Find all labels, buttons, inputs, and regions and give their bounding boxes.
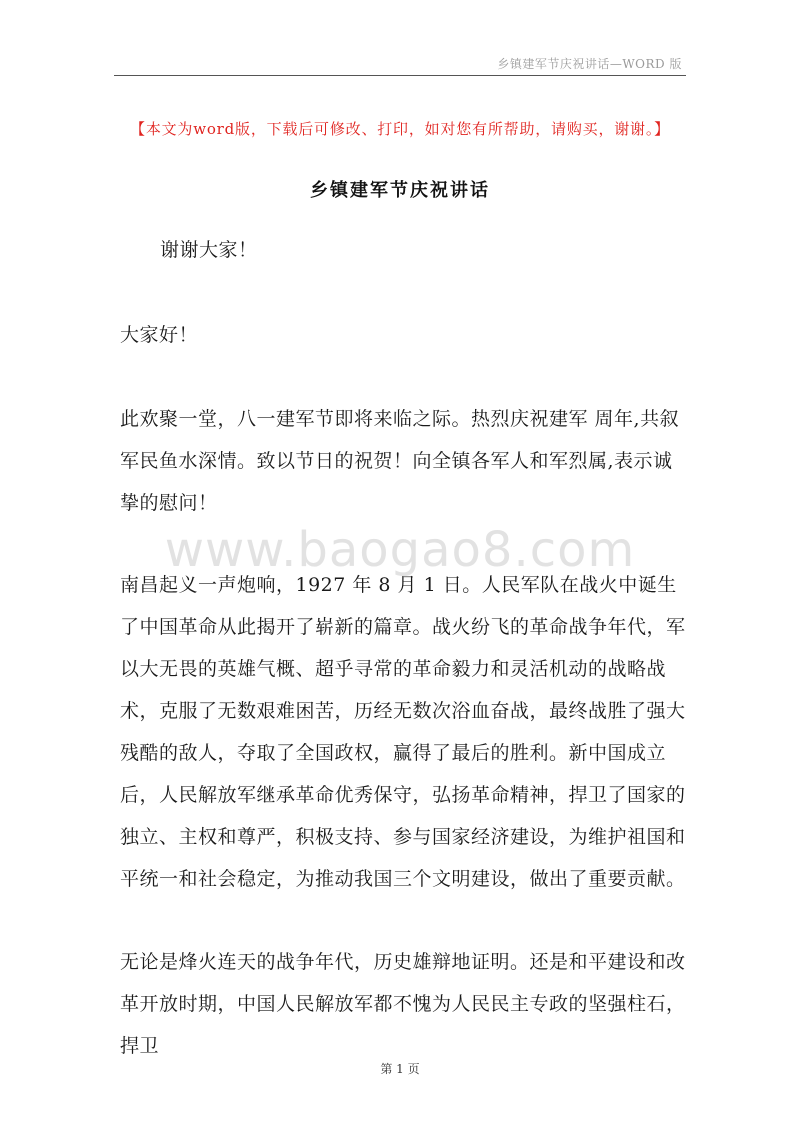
paragraph-history: 南昌起义一声炮响，1927 年 8 月 1 日。人民军队在战火中诞生了中国革命从此揭开了崭新的篇章。战火纷飞的革命战争年代，军以大无畏的英雄气概、超乎寻常的革命毅力和灵活机动的战略战术，克服了无数艰难困苦，历经无数次浴血奋战，最终战胜了强大残酷的敌人，夺取了全国政权，赢得了最后的胜利。新中国成立后，人民解放军继承革命优秀保守，弘扬革命精神，捍卫了国家的独立、主权和尊严，积极支持、参与国家经济建设，为维护祖国和平统一和社会稳定，为推动我国三个文明建设，做出了重要贡献。 [120,574,686,890]
paragraph-intro: 此欢聚一堂，八一建军节即将来临之际。热烈庆祝建军 周年,共叙军民鱼水深情。致以节日的祝贺！向全镇各军人和军烈属,表示诚挚的慰问！ [120,408,680,514]
paragraph-thanks: 谢谢大家！ [160,239,258,261]
document-title: 乡镇建军节庆祝讲话 [310,180,490,201]
paragraph-greeting: 大家好！ [120,324,199,346]
page-number: 第 1 页 [380,1062,420,1076]
download-notice: 【本文为word版，下载后可修改、打印，如对您有所帮助，请购买，谢谢。】 [130,120,670,138]
watermark: www.baogao8.com [164,522,636,578]
running-header: 乡镇建军节庆祝讲话—WORD 版 [497,57,682,71]
header-divider [114,75,686,76]
paragraph-proof: 无论是烽火连天的战争年代，历史雄辩地证明。还是和平建设和改革开放时期，中国人民解放军都不愧为人民民主专政的坚强柱石，捍卫 [120,951,686,1057]
